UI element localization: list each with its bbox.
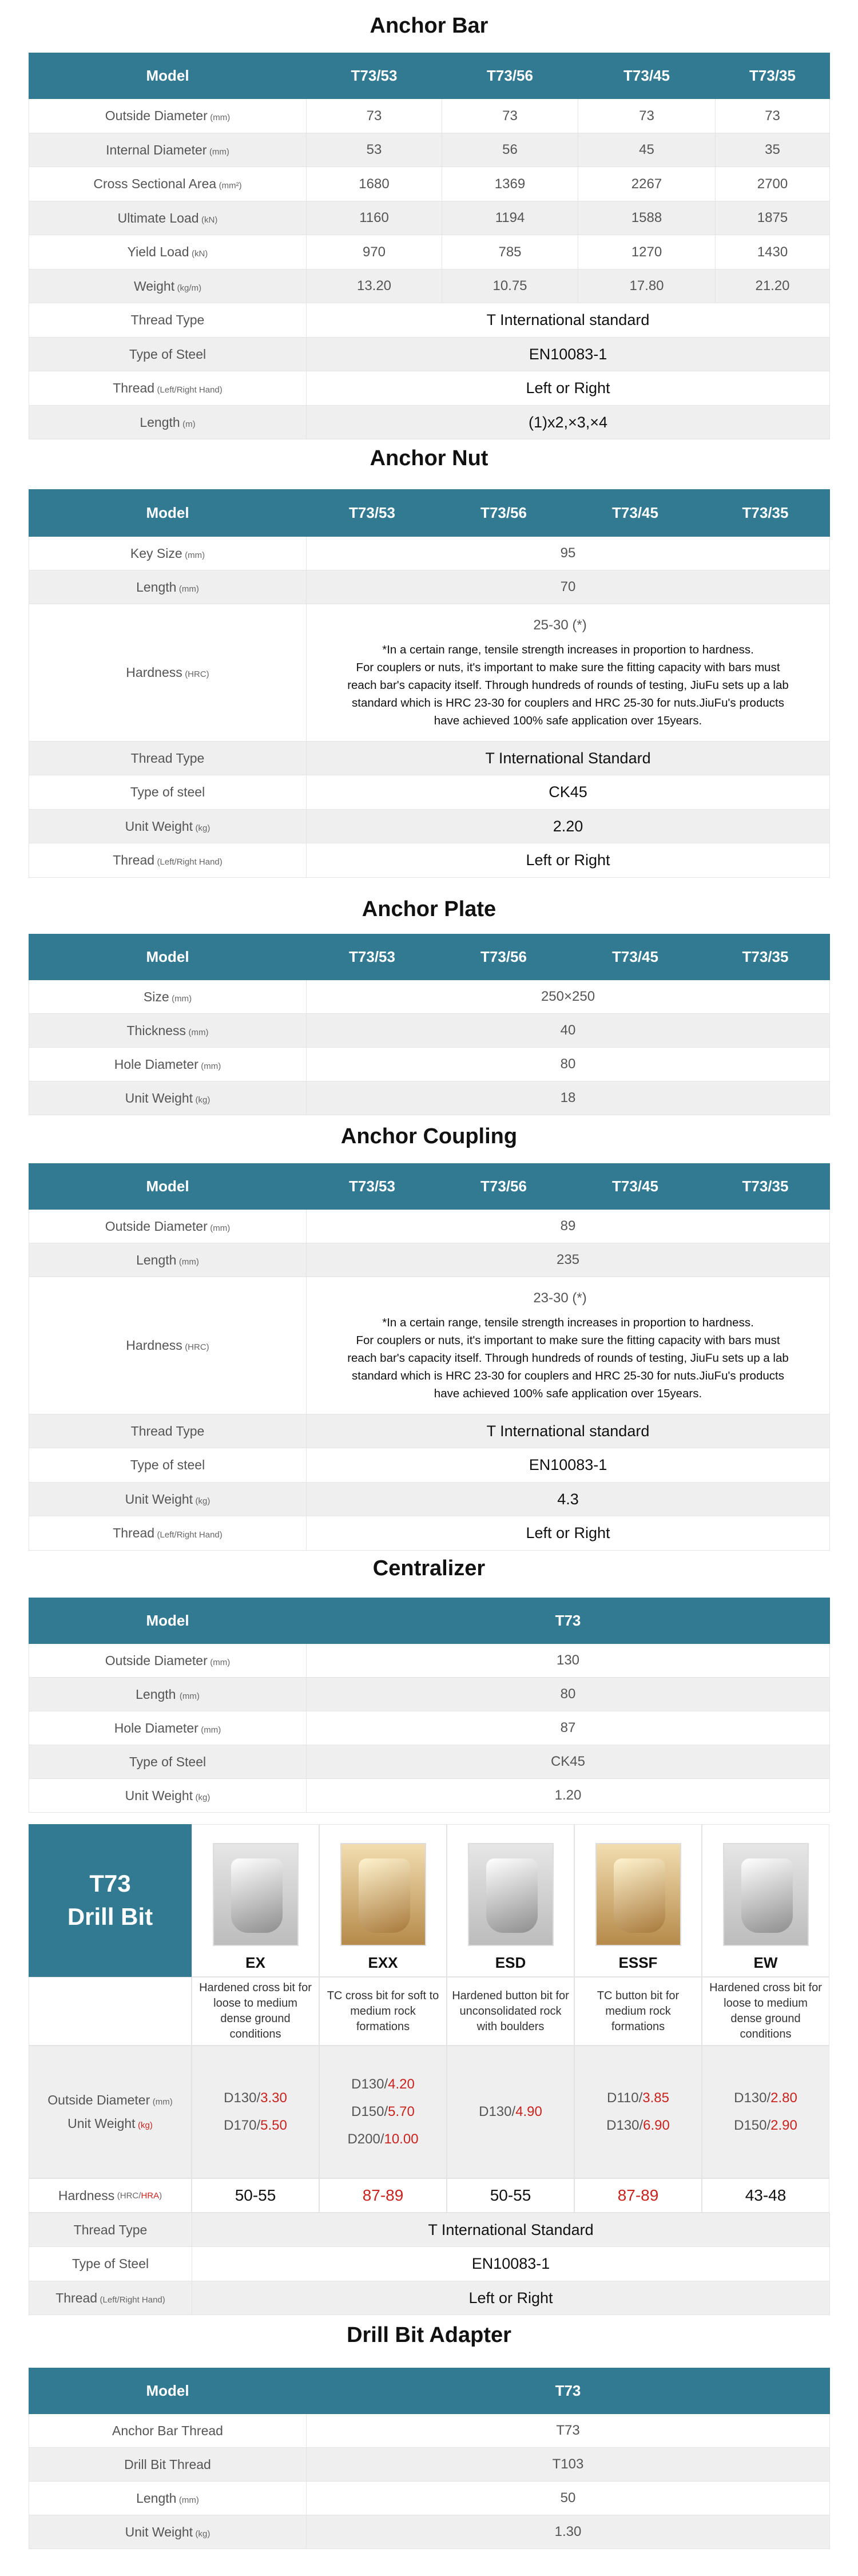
row-label: Thread Type — [73, 2222, 148, 2237]
cell: CK45 — [307, 775, 830, 810]
drill-bit-image — [340, 1843, 426, 1946]
bit-card-exx — [319, 1824, 447, 1977]
table-row — [29, 810, 830, 843]
header-col: T73/45 — [570, 934, 701, 980]
table-header-row — [29, 1164, 830, 1210]
table-row — [29, 1483, 830, 1516]
cell: 970 — [307, 235, 442, 270]
row-unit: (mm) — [178, 584, 199, 594]
row-label: Type of Steel — [129, 1754, 206, 1769]
anchor-coupling-title: Anchor Coupling — [340, 1124, 518, 1148]
cell: 1.20 — [307, 1779, 830, 1813]
hardness-value: 25-30 (*) — [533, 617, 587, 633]
anchor-nut-table — [29, 489, 830, 878]
header-col: T73/45 — [570, 490, 701, 537]
table-row — [29, 235, 830, 270]
bit-dims — [192, 2046, 319, 2178]
table-row — [29, 2414, 830, 2448]
header-col: T73/35 — [701, 934, 830, 980]
row-label: Ultimate Load — [117, 210, 199, 225]
row-label: Outside Diameter — [105, 1218, 208, 1234]
row-label: Anchor Bar Thread — [112, 2423, 223, 2438]
row-unit-red: HRA — [141, 2190, 160, 2201]
cell: Left or Right — [192, 2281, 830, 2315]
table-row — [29, 604, 830, 742]
bit-name: ESD — [495, 1954, 526, 1971]
bit-hardness: 50-55 — [447, 2178, 574, 2213]
cell: 1430 — [716, 235, 830, 270]
row-unit: (kg) — [195, 823, 210, 833]
anchor-coupling-table — [29, 1163, 830, 1551]
bit-card-ew — [702, 1824, 829, 1977]
cell: 80 — [307, 1678, 830, 1711]
row-label: Unit Weight — [125, 818, 193, 834]
row-label: Thread — [55, 2290, 98, 2305]
row-unit: (kg) — [195, 2529, 210, 2539]
row-unit: (mm) — [178, 1257, 199, 1267]
row-unit: (kg) — [195, 1496, 210, 1506]
dim-diameter: D170/ — [224, 2118, 261, 2133]
table-row — [29, 201, 830, 235]
row-label: Thread — [113, 853, 155, 867]
hardness-note-cell — [307, 604, 830, 742]
table-row — [29, 2247, 830, 2281]
header-col: T73/53 — [307, 1164, 438, 1210]
table-row — [29, 406, 830, 439]
cell: T International standard — [307, 1414, 830, 1448]
table-row — [29, 742, 830, 775]
row-label: Length — [136, 1686, 180, 1702]
row-label: Type of Steel — [72, 2256, 149, 2271]
row-unit: (Left/Right Hand) — [157, 857, 223, 867]
dim-diameter: D130/ — [224, 2090, 261, 2106]
dim-diameter: D130/ — [734, 2090, 771, 2106]
table-row — [29, 2448, 830, 2482]
adapter-table — [29, 2368, 830, 2549]
cell: 45 — [578, 133, 716, 167]
row-unit: (mm) — [185, 550, 205, 560]
header-col: T73/56 — [438, 934, 570, 980]
cell: EN10083-1 — [307, 338, 830, 371]
header-col: T73/53 — [307, 53, 442, 99]
bit-hardness: 87-89 — [574, 2178, 702, 2213]
dim-weight: 6.90 — [643, 2118, 670, 2133]
table-row — [29, 1516, 830, 1551]
row-label: Yield Load — [127, 244, 189, 259]
table-row — [29, 843, 830, 878]
anchor-bar-table — [29, 53, 830, 439]
row-label: Type of steel — [130, 1457, 205, 1472]
cell: 73 — [442, 99, 578, 133]
dim-diameter: D130/ — [606, 2118, 644, 2133]
anchor-bar-title: Anchor Bar — [370, 14, 488, 38]
table-row — [29, 1644, 830, 1678]
header-col: T73/53 — [307, 490, 438, 537]
header-model: Model — [29, 53, 307, 99]
dim-weight: 4.20 — [388, 2076, 415, 2092]
header-model: Model — [29, 2368, 307, 2414]
cell: 35 — [716, 133, 830, 167]
row-label: Unit Weight — [67, 2116, 136, 2131]
row-label: Length — [136, 579, 177, 595]
note-line: standard which is HRC 23-30 for couplers and HRC 25-30 for nuts.JiuFu's products — [352, 1369, 784, 1382]
cell: 70 — [307, 570, 830, 604]
row-unit: (mm) — [172, 993, 192, 1004]
cell: 1194 — [442, 201, 578, 235]
row-label: Outside Diameter — [47, 2092, 150, 2107]
table-row — [29, 1081, 830, 1115]
row-unit: (mm) — [210, 113, 231, 122]
cell: Left or Right — [307, 1516, 830, 1551]
dim-weight: 5.50 — [260, 2118, 287, 2133]
row-label: Unit Weight — [125, 1491, 193, 1507]
dim-weight: 2.80 — [770, 2090, 797, 2106]
row-label: Unit Weight — [125, 2524, 193, 2539]
table-row — [29, 2281, 830, 2315]
row-label: Thread Type — [130, 750, 205, 766]
row-unit: (mm) — [210, 1657, 231, 1667]
row-unit: (kg) — [138, 2121, 153, 2130]
header-col: T73/35 — [716, 53, 830, 99]
row-label: Unit Weight — [125, 1090, 193, 1105]
drill-bit-image — [723, 1843, 809, 1946]
hardness-label-cell — [29, 2178, 192, 2213]
table-row — [29, 2482, 830, 2515]
row-label: Internal Diameter — [106, 142, 207, 157]
header-model: Model — [29, 1164, 307, 1210]
bit-name: EX — [245, 1954, 265, 1971]
table-row — [29, 1678, 830, 1711]
cell: T International Standard — [307, 742, 830, 775]
table-row — [29, 1779, 830, 1813]
row-unit: (Left/Right Hand) — [157, 1530, 223, 1540]
header-col: T73/45 — [570, 1164, 701, 1210]
row-label: Type of Steel — [129, 346, 206, 362]
cell: 130 — [307, 1644, 830, 1678]
row-label: Length — [136, 1252, 177, 1267]
cell: 235 — [307, 1243, 830, 1277]
header-col: T73/56 — [442, 53, 578, 99]
table-row — [29, 338, 830, 371]
row-label: Thickness — [126, 1023, 186, 1038]
row-label: Hardness — [126, 1338, 182, 1353]
cell: (1)x2,×3,×4 — [307, 406, 830, 439]
cell: 18 — [307, 1081, 830, 1115]
row-unit: (kg) — [195, 1792, 210, 1802]
cell: 89 — [307, 1210, 830, 1243]
drill-bit-image — [468, 1843, 554, 1946]
cell: 73 — [578, 99, 716, 133]
row-unit: (kg/m) — [177, 283, 202, 293]
dim-diameter: D130/ — [351, 2076, 388, 2092]
cell: 250×250 — [307, 980, 830, 1014]
bit-description: Hardened button bit for unconsolidated rock with boulders — [447, 1977, 574, 2046]
row-unit: (HRC) — [185, 1342, 209, 1352]
cell: 1588 — [578, 201, 716, 235]
hardness-value: 23-30 (*) — [533, 1290, 587, 1306]
note-line: reach bar's capacity itself. Through hundreds of rounds of testing, JiuFu sets up a lab — [347, 1351, 789, 1365]
anchor-plate-title: Anchor Plate — [362, 897, 496, 921]
cell: T73 — [307, 2414, 830, 2448]
anchor-nut-title: Anchor Nut — [370, 446, 488, 470]
table-row — [29, 303, 830, 338]
centralizer-title: Centralizer — [372, 1556, 486, 1580]
drill-bit-common-table — [29, 2213, 830, 2315]
row-unit: (Left/Right Hand) — [157, 385, 223, 395]
cell: 87 — [307, 1711, 830, 1745]
row-label: Outside Diameter — [105, 108, 208, 123]
table-row — [29, 167, 830, 201]
row-label: Length — [140, 414, 180, 430]
table-row — [29, 99, 830, 133]
note-line: For couplers or nuts, it's important to make sure the fitting capacity with bars must — [356, 1333, 780, 1347]
row-unit: (kg) — [195, 1095, 210, 1105]
row-label: Key Size — [130, 545, 182, 561]
cell: 13.20 — [307, 270, 442, 303]
table-row — [29, 1243, 830, 1277]
row-unit: (mm) — [201, 1725, 221, 1735]
cell: 1160 — [307, 201, 442, 235]
cell: 2267 — [578, 167, 716, 201]
cell: 1270 — [578, 235, 716, 270]
note-line: *In a certain range, tensile strength increases in proportion to hardness. — [382, 643, 754, 656]
row-label: Thread Type — [130, 312, 205, 327]
table-row — [29, 1745, 830, 1779]
row-label: Outside Diameter — [105, 1652, 208, 1668]
cell: 50 — [307, 2482, 830, 2515]
bit-dimensions-row — [29, 2046, 829, 2178]
cell: T International standard — [307, 303, 830, 338]
row-label: Hardness — [58, 2187, 115, 2203]
cell: 17.80 — [578, 270, 716, 303]
dim-diameter: D130/ — [479, 2104, 516, 2119]
bit-hardness: 87-89 — [319, 2178, 447, 2213]
bit-description: Hardened cross bit for loose to medium dense ground conditions — [192, 1977, 319, 2046]
note-line: have achieved 100% safe application over 15years. — [434, 714, 702, 727]
dim-diameter: D200/ — [347, 2131, 384, 2147]
header-model: Model — [29, 1598, 307, 1644]
cell: 10.75 — [442, 270, 578, 303]
bit-hardness: 43-48 — [702, 2178, 829, 2213]
hardness-note-cell — [307, 1277, 830, 1414]
cell: 1369 — [442, 167, 578, 201]
cell: Left or Right — [307, 371, 830, 406]
row-label: Size — [143, 989, 169, 1004]
bit-description-row — [29, 1977, 829, 2046]
row-label: Hardness — [126, 665, 182, 680]
row-unit: (mm) — [201, 1061, 221, 1071]
row-label: Type of steel — [130, 784, 205, 799]
header-model: Model — [29, 490, 307, 537]
row-unit: (mm) — [188, 1027, 209, 1037]
adapter-title: Drill Bit Adapter — [347, 2323, 511, 2347]
table-header-row — [29, 934, 830, 980]
table-row — [29, 1277, 830, 1414]
row-label: Thread Type — [130, 1423, 205, 1438]
cell: 1680 — [307, 167, 442, 201]
row-label: Weight — [133, 278, 175, 294]
row-label: Thread — [113, 381, 155, 395]
row-unit: (mm) — [178, 2495, 199, 2505]
bit-dims — [447, 2046, 574, 2178]
row-unit: (mm²) — [219, 181, 242, 191]
row-unit: (mm) — [152, 2097, 173, 2107]
dims-label-cell — [29, 2046, 192, 2178]
cell: 1875 — [716, 201, 830, 235]
row-label: Hole Diameter — [114, 1056, 198, 1072]
row-label: Unit Weight — [125, 1788, 193, 1803]
table-row — [29, 2515, 830, 2549]
row-unit: (HRC/ — [117, 2190, 141, 2201]
cell: EN10083-1 — [192, 2247, 830, 2281]
cell: 95 — [307, 537, 830, 570]
centralizer-table — [29, 1598, 830, 1813]
note-line: have achieved 100% safe application over 15years. — [434, 1386, 702, 1400]
drill-bit-image — [595, 1843, 681, 1946]
table-row — [29, 570, 830, 604]
header-col: T73/53 — [307, 934, 438, 980]
bit-description: TC cross bit for soft to medium rock formations — [319, 1977, 447, 2046]
cell: T International Standard — [192, 2213, 830, 2247]
header-col: T73/45 — [578, 53, 716, 99]
bit-card-essf — [574, 1824, 702, 1977]
drill-bit-section — [29, 1824, 829, 2311]
row-label: Drill Bit Thread — [124, 2456, 211, 2472]
bit-card-ex — [192, 1824, 319, 1977]
bit-hardness: 50-55 — [192, 2178, 319, 2213]
bit-dims — [702, 2046, 829, 2178]
cell: T103 — [307, 2448, 830, 2482]
row-unit: (mm) — [210, 1223, 231, 1233]
cell: 21.20 — [716, 270, 830, 303]
bit-name: EXX — [368, 1954, 398, 1971]
drill-bit-title-line2: Drill Bit — [67, 1903, 153, 1930]
drill-bit-title-line1: T73 — [89, 1870, 131, 1897]
table-row — [29, 1014, 830, 1048]
table-row — [29, 371, 830, 406]
drill-bit-image — [213, 1843, 299, 1946]
row-unit: (m) — [182, 419, 196, 429]
note-line: For couplers or nuts, it's important to make sure the fitting capacity with bars must — [356, 660, 780, 674]
note-line: standard which is HRC 23-30 for couplers and HRC 25-30 for nuts.JiuFu's products — [352, 696, 784, 710]
row-unit: (kN) — [191, 249, 208, 259]
table-row — [29, 1711, 830, 1745]
row-label: Length — [136, 2490, 177, 2506]
cell: 4.3 — [307, 1483, 830, 1516]
table-row — [29, 980, 830, 1014]
cell: 40 — [307, 1014, 830, 1048]
empty-cell — [29, 1977, 192, 2046]
row-unit: (mm) — [179, 1691, 200, 1701]
row-unit: (Left/Right Hand) — [100, 2294, 165, 2305]
note-line: *In a certain range, tensile strength increases in proportion to hardness. — [382, 1315, 754, 1329]
cell: 73 — [716, 99, 830, 133]
table-row — [29, 537, 830, 570]
dim-diameter: D150/ — [734, 2118, 771, 2133]
header-col: T73/56 — [438, 1164, 570, 1210]
bit-name: ESSF — [618, 1954, 658, 1971]
row-unit: ) — [159, 2190, 162, 2201]
table-row — [29, 1414, 830, 1448]
bit-hardness-row — [29, 2178, 829, 2213]
table-header-row — [29, 1598, 830, 1644]
bit-dims — [319, 2046, 447, 2178]
drill-bit-header — [29, 1824, 192, 1977]
table-row — [29, 2213, 830, 2247]
cell: 53 — [307, 133, 442, 167]
bit-description: Hardened cross bit for loose to medium dense ground conditions — [702, 1977, 829, 2046]
table-header-row — [29, 2368, 830, 2414]
header-col: T73/35 — [701, 490, 830, 537]
cell: 73 — [307, 99, 442, 133]
header-col: T73/56 — [438, 490, 570, 537]
table-header-row — [29, 490, 830, 537]
dim-weight: 3.30 — [260, 2090, 287, 2106]
dim-diameter: D150/ — [351, 2104, 388, 2119]
dim-weight: 3.85 — [642, 2090, 669, 2106]
bit-card-esd — [447, 1824, 574, 1977]
row-unit: (HRC) — [185, 669, 209, 679]
row-unit: (mm) — [209, 146, 229, 157]
table-row — [29, 775, 830, 810]
bit-description: TC button bit for medium rock formations — [574, 1977, 702, 2046]
dim-weight: 4.90 — [515, 2104, 542, 2119]
header-col: T73 — [307, 2368, 830, 2414]
row-label: Hole Diameter — [114, 1720, 198, 1735]
cell: EN10083-1 — [307, 1448, 830, 1483]
cell: 1.30 — [307, 2515, 830, 2549]
table-row — [29, 133, 830, 167]
cell: 2.20 — [307, 810, 830, 843]
table-header-row — [29, 53, 830, 99]
table-row — [29, 1448, 830, 1483]
header-col: T73 — [307, 1598, 830, 1644]
cell: 2700 — [716, 167, 830, 201]
table-row — [29, 1210, 830, 1243]
table-row — [29, 270, 830, 303]
table-row — [29, 1048, 830, 1081]
dim-weight: 2.90 — [770, 2118, 797, 2133]
cell: CK45 — [307, 1745, 830, 1779]
bit-name: EW — [753, 1954, 778, 1971]
header-col: T73/35 — [701, 1164, 830, 1210]
note-line: reach bar's capacity itself. Through hundreds of rounds of testing, JiuFu sets up a lab — [347, 678, 789, 692]
dim-diameter: D110/ — [607, 2090, 643, 2106]
cell: 56 — [442, 133, 578, 167]
dim-weight: 5.70 — [388, 2104, 415, 2119]
row-unit: (kN) — [201, 215, 218, 225]
row-label: Thread — [113, 1525, 155, 1540]
header-model: Model — [29, 934, 307, 980]
cell: 80 — [307, 1048, 830, 1081]
row-label: Cross Sectional Area — [93, 176, 217, 191]
anchor-plate-table — [29, 934, 830, 1115]
bit-dims — [574, 2046, 702, 2178]
cell: 785 — [442, 235, 578, 270]
cell: Left or Right — [307, 843, 830, 878]
dim-weight: 10.00 — [384, 2131, 419, 2147]
